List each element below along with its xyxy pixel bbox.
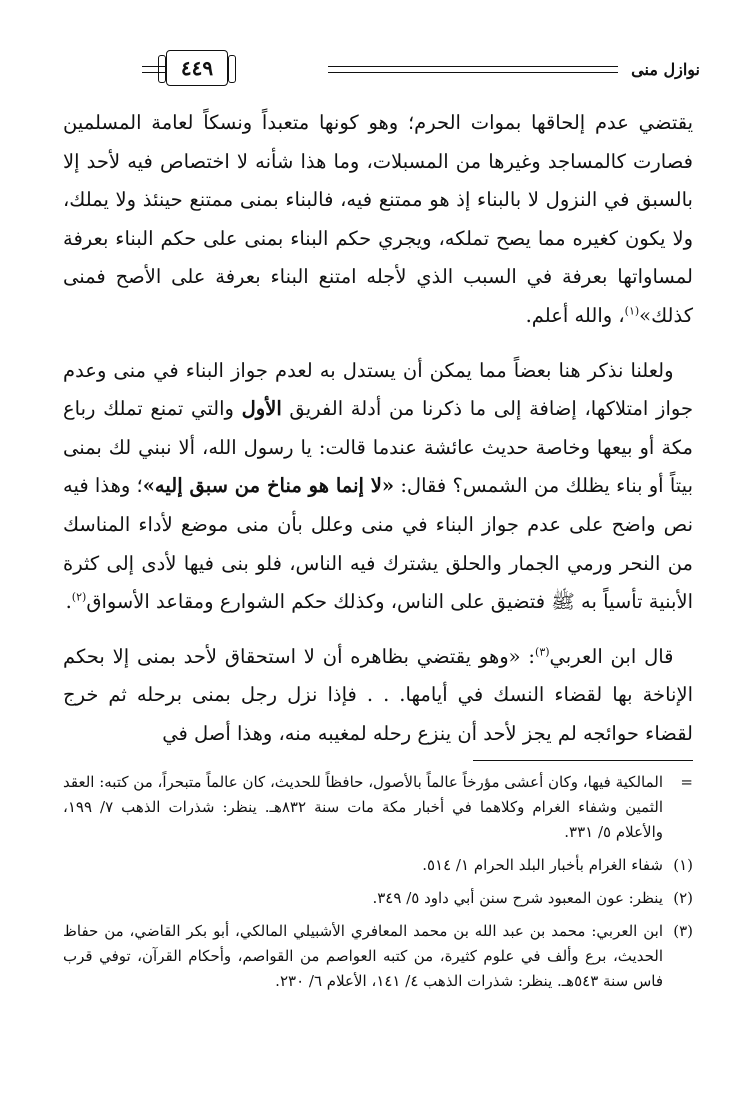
footnote-text: شفاء الغرام بأخبار البلد الحرام ١/ ٥١٤. bbox=[422, 856, 663, 874]
page-number: ٤٤٩ bbox=[166, 50, 228, 86]
page-header bbox=[60, 50, 700, 96]
paragraph-text: : «وهو يقتضي بظاهره أن لا استحقاق لأحد بمنى إلا بحكم الإناخة بها لقضاء النسك في أيامها. . . فإذا نزل رجل بمنى برحله ثم خرج لقضاء حوائجه لم يجز لأحد أن ينزع رحله لمغيبه منه، وهذا أصل في bbox=[63, 644, 693, 745]
paragraph bbox=[63, 638, 693, 754]
hadith-quote: «لا إنما هو مناخ من سبق إليه» bbox=[142, 474, 395, 498]
header-rule bbox=[328, 66, 618, 67]
header-rule bbox=[328, 72, 618, 73]
main-text bbox=[63, 104, 693, 770]
footnote bbox=[63, 770, 693, 845]
paragraph-text: ولعلنا نذكر هنا بعضاً مما يمكن أن يستدل به لعدم جواز البناء في منى وعدم جواز امتلاكها، إضافة إلى ما ذكرنا من أدلة الفريق bbox=[63, 358, 693, 421]
footnote-ref: (٣) bbox=[535, 645, 550, 659]
paragraph-text: ، والله أعلم. bbox=[525, 303, 625, 327]
footnote-ref: (١) bbox=[624, 304, 640, 318]
footnote-text: ينظر: عون المعبود شرح سنن أبي داود ٥/ ٣٤٩. bbox=[372, 889, 663, 907]
footnote bbox=[63, 886, 693, 911]
paragraph-text: قال ابن العربي bbox=[549, 644, 674, 668]
footnote-mark: = bbox=[680, 773, 693, 791]
footnote-mark: (٢) bbox=[673, 889, 693, 907]
footnote-mark: (٣) bbox=[673, 922, 693, 940]
paragraph bbox=[63, 352, 693, 622]
paragraph-text: ؛ وهذا فيه نص واضح على عدم جواز البناء في منى وعلل بأن منى موضع لأداء المناسك من النحر ورمي الجمار والحلق يشترك فيه الناس، فلو بنى فيها لأدى إلى كثرة الأبنية تأسياً به ﷺ فتضيق على الناس، وكذلك حكم الشوارع ومقاعد الأسواق bbox=[63, 474, 693, 614]
header-rule bbox=[142, 66, 166, 67]
footnote bbox=[63, 919, 693, 994]
footnotes bbox=[63, 770, 693, 1002]
footnote-separator bbox=[473, 760, 693, 761]
running-title: نوازل منى bbox=[631, 60, 700, 79]
header-rule bbox=[142, 72, 166, 73]
footnote-text: المالكية فيها، وكان أعشى مؤرخاً عالماً بالأصول، حافظاً للحديث، كان عالماً متبحراً، من كتبه: العقد الثمين وشفاء الغرام وكلاهما في أخبار مكة مات سنة ٨٣٢هـ. ينظر: شذرات الذهب ٧/ ١٩٩، والأعلام ٥/ ٣٣١. bbox=[63, 773, 663, 841]
paragraph-text: يقتضي عدم إلحاقها بموات الحرم؛ وهو كونها متعبداً ونسكاً لعامة المسلمين فصارت كالمساجد وغيرها من المسبلات، وما هذا شأنه لا اختصاص فيه لأحد إلا بالسبق في النزول لا بالبناء إذ هو ممتنع فيه، فالبناء بمنى ممتنع حينئذ ولا يملك، ولا يكون كغيره مما يصح تملكه، ويجري حكم البناء بمنى على حكم البناء بعرفة لمساواتها بعرفة في السبب الذي لأجله امتنع البناء بعرفة على الأصح فمنى كذلك» bbox=[63, 111, 693, 327]
paragraph bbox=[63, 104, 693, 336]
footnote-ref: (٢) bbox=[71, 590, 87, 604]
paragraph-text: . bbox=[65, 590, 72, 614]
footnote bbox=[63, 853, 693, 878]
bold-text: الأول bbox=[241, 397, 282, 421]
footnote-text: ابن العربي: محمد بن عبد الله بن محمد المعافري الأشبيلي المالكي، أبو بكر القاضي، من حفاظ الحديث، برع وألف في علوم كثيرة، من كتبه العواصم من القواصم، وأحكام القرآن، توفي قرب فاس سنة ٥٤٣هـ. ينظر: شذرات الذهب ٤/ ١٤١، الأعلام ٦/ ٢٣٠. bbox=[63, 922, 663, 990]
footnote-mark: (١) bbox=[673, 856, 693, 874]
paragraph-text: والتي تمنع تملك رباع مكة أو بيعها وخاصة حديث عائشة عندما قالت: يا رسول الله، ألا نبني لك بمنى بيتاً أو بناء يظلك من الشمس؟ فقال: bbox=[63, 397, 693, 498]
